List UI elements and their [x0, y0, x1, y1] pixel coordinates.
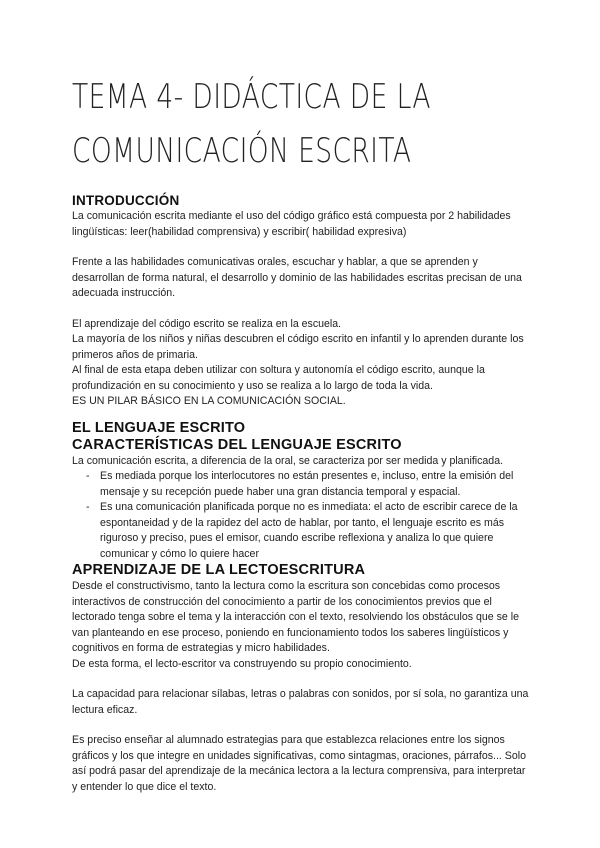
characteristics-list: [72, 469, 532, 562]
aprendizaje-paragraph-1-line-2: De esta forma, el lecto-escritor va construyendo su propio conocimiento.: [72, 657, 412, 670]
bullet-marker: -: [86, 470, 90, 482]
section-heading-caracteristicas: CARACTERÍSTICAS DEL LENGUAJE ESCRITO: [72, 436, 402, 453]
intro-paragraph-1: La comunicación escrita mediante el uso del código gráfico está compuesta por 2 habilidades lingüísticas: leer(habilidad comprensiva) y escribir( habilidad expresiva): [72, 210, 511, 238]
list-item: [86, 500, 532, 562]
intro-paragraph-3-line-4: ES UN PILAR BÁSICO EN LA COMUNICACIÓN SOCIAL.: [72, 395, 346, 407]
aprendizaje-paragraph-2: La capacidad para relacionar sílabas, letras o palabras con sonidos, por sí sola, no garantiza una lectura eficaz.: [72, 688, 529, 716]
document-body: [72, 193, 532, 795]
intro-paragraph-2: Frente a las habilidades comunicativas orales, escuchar y hablar, a que se aprenden y desarrollan de forma natural, el desarrollo y dominio de las habilidades escritas precisan de una adecuada instrucción.: [72, 256, 522, 299]
lenguaje-paragraph-1: La comunicación escrita, a diferencia de la oral, se caracteriza por ser medida y planificada.: [72, 454, 504, 467]
list-item-text: Es una comunicación planificada porque no es inmediata: el acto de escribir carece de la espontaneidad y de la rapidez del acto de hablar, por tanto, el lenguaje escrito es más riguroso y preciso, pues el emisor, cuando escribe reflexiona y analiza lo que quiere comunicar y cómo lo quiere hacer: [100, 501, 518, 560]
intro-paragraph-3-line-1: El aprendizaje del código escrito se realiza en la escuela.: [72, 317, 342, 330]
aprendizaje-paragraph-3: Es preciso enseñar al alumnado estrategias para que establezca relaciones entre los signos gráficos y los que integre en unidades significativas, como sintagmas, oraciones, párrafos... Solo así podrá pasar del aprendizaje de la mecánica lectora a la lectura comprensiva, para interpretar y entender lo que dice el texto.: [72, 734, 527, 793]
bullet-marker: -: [86, 501, 90, 513]
section-heading-lenguaje-escrito: EL LENGUAJE ESCRITO: [72, 419, 246, 436]
aprendizaje-paragraph-1: Desde el constructivismo, tanto la lectura como la escritura son concebidas como procesos interactivos de construcción del conocimiento a partir de los conocimientos previos que el lectorado tenga sobre el tema y la interacción con el texto, resolviendo los obstáculos que se le van planteando en ese proceso, poniendo en funcionamiento todos los saberes lingüísticos y cognitivos en forma de estrategias y micro habilidades.: [72, 580, 519, 654]
intro-paragraph-3-line-3: Al final de esta etapa deben utilizar con soltura y autonomía el código escrito, aunque la profundización en su conocimiento y uso se realiza a lo largo de toda la vida.: [72, 364, 485, 392]
section-heading-aprendizaje: APRENDIZAJE DE LA LECTOESCRITURA: [72, 562, 366, 578]
intro-paragraph-3-line-2: La mayoría de los niños y niñas descubren el código escrito en infantil y lo aprenden durante los primeros años de primaria.: [72, 333, 524, 361]
list-item: [86, 469, 532, 500]
list-item-text: Es mediada porque los interlocutores no están presentes e, incluso, entre la emisión del mensaje y su recepción puede haber una gran distancia temporal y espacial.: [100, 470, 514, 498]
page-title: TEMA 4- DIDÁCTICA DE LA COMUNICACIÓN ESCRITA: [72, 77, 431, 171]
section-heading-introduccion: INTRODUCCIÓN: [72, 193, 180, 208]
